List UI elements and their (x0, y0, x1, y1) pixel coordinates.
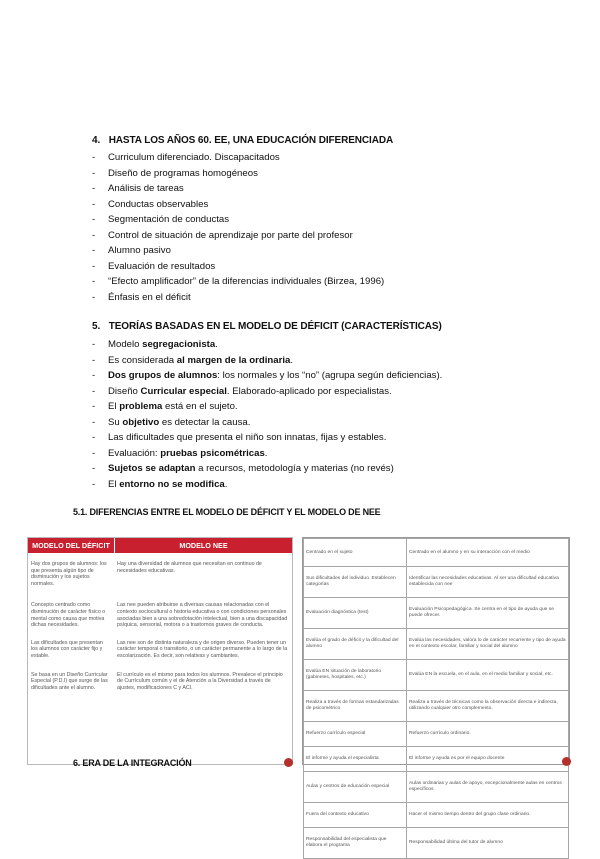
list-item-post: . (290, 354, 294, 366)
nee-cell: Las nee pueden atribuirse a diversas causas relacionadas con el contexto sociocultural o historia educativa o con condiciones personales asociadas bien a una sobredotación intelectual, bien a una discapacidad psíquica, sensorial, motora o a trastornos graves de conducta. (117, 602, 288, 629)
list-item: - Control de situación de aprendizaje por parte del profesor (92, 228, 560, 244)
list-item: - Evaluación de resultados (92, 259, 560, 275)
nee-cell: Responsabilidad última del tutor de alumno (407, 828, 569, 859)
deficit-cell: Concepto centrado como disminución de carácter físico o mental como causa que motiva dichas necesidades. (31, 602, 106, 629)
list-item (92, 337, 560, 353)
deficit-cell: Centrado en el sujeto (304, 539, 407, 567)
list-item-bold: Dos grupos de alumnos (108, 370, 218, 381)
list-item (92, 368, 560, 384)
list-item-pre: Las dificultades que presenta el niño son innatas, fijas y estables. (108, 432, 387, 443)
list-item-post: es detectar la causa. (159, 416, 251, 428)
list-item-pre: El (108, 478, 120, 490)
list-item-post: . (215, 339, 218, 350)
nee-cell: El currículo es el mismo para todos los alumnos. Prevalece el principio de Currículum común y el de Atención a la Diversidad a través de ajustes, modificaciones C y ACI. (117, 671, 283, 691)
table-row (304, 629, 569, 660)
deficit-cell: Evalúa EN situación de laboratorio (gabinetes, hospitales, etc.) (304, 660, 407, 691)
list-item: - “Efecto amplificador” de la diferencias individuales (Birzea, 1996) (92, 274, 560, 290)
table-row (304, 567, 569, 598)
list-item: - Análisis de tareas (92, 181, 560, 197)
section-4-title: HASTA LOS AÑOS 60. EE, UNA EDUCACIÓN DIFERENCIADA (108, 135, 394, 146)
list-item (92, 415, 560, 431)
header-deficit: MODELO DEL DÉFICIT (28, 538, 115, 553)
table-row (304, 539, 569, 567)
list-item-post: . Elaborado-aplicado por especialistas. (226, 385, 392, 397)
deficit-cell: Las dificultades que presentan los alumnos con carácter fijo y estable. (31, 639, 103, 659)
list-item-pre: Evaluación: (108, 447, 161, 459)
list-item: - Énfasis en el déficit (92, 290, 560, 306)
deficit-cell: Fuera del contexto educativo (304, 803, 407, 828)
table-row (304, 722, 569, 747)
nee-cell: El informe y ayuda es por el equipo docente (407, 747, 569, 772)
deficit-cell: Sus dificultades del individuo. Establecen categorías (304, 567, 407, 598)
nee-cell: Hay una diversidad de alumnos que necesitan en continuo de necesidades educativas. (117, 561, 262, 574)
table-row (28, 672, 292, 692)
list-item-bold: Curricular especial (140, 385, 227, 397)
table-row (304, 803, 569, 828)
deficit-cell: Aulas y centros de educación especial (304, 772, 407, 803)
list-item (92, 384, 560, 400)
list-item-post: a recursos, metodología y materias (no revés) (195, 463, 394, 474)
table-row (304, 828, 569, 859)
list-item (92, 353, 560, 369)
list-item: - Conductas observables (92, 197, 560, 213)
table-row (28, 602, 292, 628)
table-row (304, 691, 569, 722)
nee-cell: Realiza a través de técnicas como la observación directa e indirecta, utilizando cualquier otro complemento. (407, 691, 569, 722)
list-item-post: . (264, 447, 268, 459)
list-item-bold: pruebas psicométricas (160, 447, 265, 459)
section-5-number: 5. (92, 321, 101, 332)
list-item-pre: Modelo (108, 339, 143, 350)
list-item-pre: Diseño (108, 385, 141, 397)
list-item-post: está en el sujeto. (162, 401, 238, 412)
list-item (92, 477, 560, 493)
table-row (28, 640, 292, 660)
characteristics-grid (303, 538, 569, 859)
section-5-list (92, 337, 560, 492)
nee-cell: Evalúa las necesidades, valora lo de carácter recurrente y tipo de ayuda en el contexto escolar, familiar y social del alumno (407, 629, 569, 660)
section-4-list (92, 150, 560, 305)
page-curl-icon (562, 757, 571, 766)
list-item (92, 461, 560, 477)
list-item: - Diseño de programas homogéneos (92, 166, 560, 182)
list-item-bold: al margen de la ordinaria (176, 354, 291, 366)
model-characteristics-table (302, 537, 570, 848)
nee-cell: Centrado en el alumno y en su interacción con el medio (407, 539, 569, 567)
nee-cell: Aulas ordinarias y aulas de apoyo, excepcionalmente aulas en centros específicos (407, 772, 569, 803)
list-item: - Alumno pasivo (92, 243, 560, 259)
list-item-bold: problema (119, 401, 163, 412)
table-row (304, 747, 569, 772)
section-4 (92, 134, 560, 305)
section-5-1-title: 5.1. DIFERENCIAS ENTRE EL MODELO DE DÉFICIT Y EL MODELO DE NEE (73, 507, 381, 517)
list-item (92, 446, 560, 462)
list-item-bold: segregacionista (142, 339, 216, 350)
page-curl-icon (284, 758, 293, 767)
section-6-title: 6. ERA DE LA INTEGRACIÓN (73, 758, 192, 768)
nee-cell: Evalúa EN la escuela, en el aula, en el medio familiar y social, etc. (407, 660, 569, 691)
deficit-cell: Evalúa el grado de déficit y la dificultad del alumno (304, 629, 407, 660)
list-item-pre: Es considerada (108, 354, 177, 366)
list-item-bold: objetivo (122, 416, 160, 428)
list-item-post: . (224, 478, 228, 490)
deficit-cell: Evaluación diagnóstica (test) (304, 598, 407, 629)
deficit-cell: Realiza a través de formas estandarizadas de psicométrico (304, 691, 407, 722)
list-item: - Segmentación de conductas (92, 212, 560, 228)
deficit-vs-nee-table (27, 537, 293, 765)
list-item-bold: entorno no se modifica (119, 478, 225, 490)
deficit-cell: Hay dos grupos de alumnos: los que presenta algún tipo de disminución y los sujetos normales. (31, 561, 107, 587)
table-row (304, 660, 569, 691)
section-5-heading (92, 320, 560, 334)
deficit-cell: Responsabilidad del especialista que elabora el programa (304, 828, 407, 859)
list-item-bold: Sujetos se adaptan (108, 463, 196, 474)
table-row (304, 772, 569, 803)
nee-cell: Refuerzo currículo ordinario. (407, 722, 569, 747)
table-header (28, 538, 292, 553)
nee-cell: Las nee son de distinta naturaleza y de origen diverso. Pueden tener un carácter temporal o transitorio, o un carácter permanente a lo largo de la escolarización. Es decir, son relativas y cambiantes. (117, 639, 288, 659)
nee-cell: Hacer el mismo tiempo dentro del grupo clase ordinario. (407, 803, 569, 828)
section-5-title: TEORÍAS BASADAS EN EL MODELO DE DÉFICIT (CARACTERÍSTICAS) (108, 321, 442, 332)
nee-cell: Identificar las necesidades educativas. Al ser una dificultad educativa establecida con nee (407, 567, 569, 598)
table-row (304, 598, 569, 629)
nee-cell: Evaluación Psicopedagógica. Se centra en el tipo de ayuda que se puede ofrecer. (407, 598, 569, 629)
deficit-cell: Refuerzo currículo especial (304, 722, 407, 747)
section-4-heading (92, 134, 560, 148)
list-item-pre: El (108, 401, 120, 412)
list-item (92, 399, 560, 415)
deficit-cell: El informe y ayuda el especialista (304, 747, 407, 772)
list-item: - Curriculum diferenciado. Discapacitados (92, 150, 560, 166)
header-nee: MODELO NEE (179, 541, 228, 550)
list-item-post: : los normales y los “no” (agrupa según deficiencias). (217, 370, 443, 381)
list-item-pre: Su (108, 416, 123, 428)
list-item (92, 430, 560, 446)
section-4-number: 4. (92, 135, 101, 146)
table-row (28, 561, 292, 587)
section-5 (92, 320, 560, 492)
deficit-cell: Se basa en un Diseño Curricular Especial (P.D.I) que surge de las dificultades ante el alumno. (31, 671, 108, 691)
